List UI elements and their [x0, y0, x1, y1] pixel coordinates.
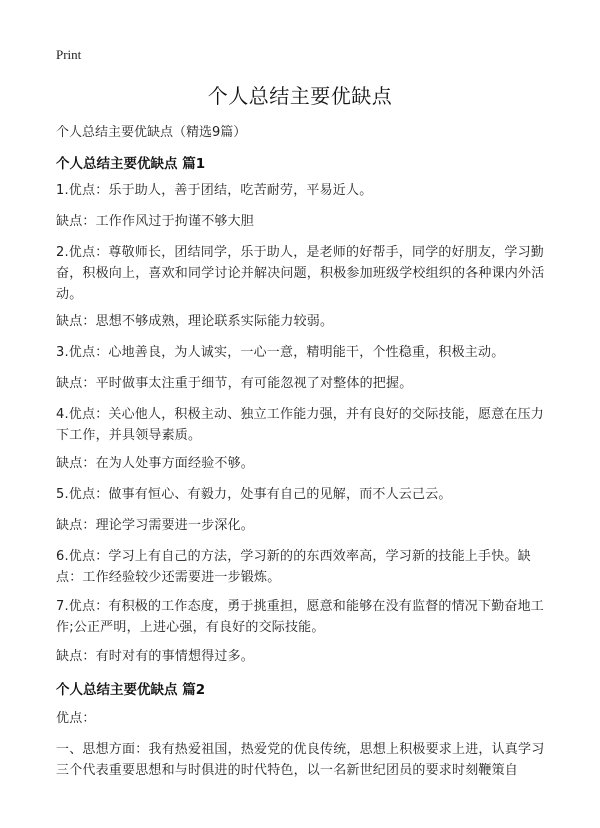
section-heading-1: 个人总结主要优缺点 篇1: [56, 156, 206, 172]
paragraph: 一、思想方面：我有热爱祖国，热爱党的优良传统，思想上积极要求上进，认真学习三个代表重要思想和与时俱进的时代特色，以一名新世纪团员的要求时刻鞭策自: [56, 742, 545, 778]
paragraph: 缺点：在为人处事方面经验不够。: [56, 456, 255, 471]
paragraph: 3.优点：心地善良，为人诚实，一心一意，精明能干，个性稳重，积极主动。: [56, 345, 505, 360]
paragraph: 缺点：有时对有的事情想得过多。: [56, 649, 255, 664]
paragraph: 4.优点：关心他人，积极主动、独立工作能力强，并有良好的交际技能，愿意在压力下工作，并具领导素质。: [56, 407, 545, 443]
section-heading-2: 个人总结主要优缺点 篇2: [56, 682, 206, 698]
paragraph: 缺点：工作作风过于拘谨不够大胆: [56, 214, 255, 229]
paragraph: 6.优点：学习上有自己的方法，学习新的的东西效率高，学习新的技能上手快。缺点：工作经验较少还需要进一步锻炼。: [56, 549, 531, 585]
paragraph: 缺点：理论学习需要进一步深化。: [56, 518, 255, 533]
paragraph: 缺点：平时做事太注重于细节，有可能忽视了对整体的把握。: [56, 376, 413, 391]
paragraph: 7.优点：有积极的工作态度，勇于挑重担，愿意和能够在没有监督的情况下勤奋地工作;公正严明，上进心强，有良好的交际技能。: [56, 599, 545, 635]
document-subtitle: 个人总结主要优缺点（精选9篇）: [56, 125, 247, 140]
paragraph: 缺点：思想不够成熟，理论联系实际能力较弱。: [56, 314, 334, 329]
paragraph: 2.优点：尊敬师长，团结同学，乐于助人，是老师的好帮手，同学的好朋友，学习勤奋，积极向上，喜欢和同学讨论并解决问题，积极参加班级学校组织的各种课内外活动。: [56, 245, 545, 302]
paragraph: 5.优点：做事有恒心、有毅力，处事有自己的见解，而不人云己云。: [56, 487, 452, 502]
page-title: 个人总结主要优缺点: [207, 84, 393, 108]
print-link[interactable]: Print: [56, 47, 82, 62]
paragraph: 优点：: [56, 711, 96, 726]
paragraph: 1.优点：乐于助人，善于团结，吃苦耐劳，平易近人。: [56, 183, 373, 198]
